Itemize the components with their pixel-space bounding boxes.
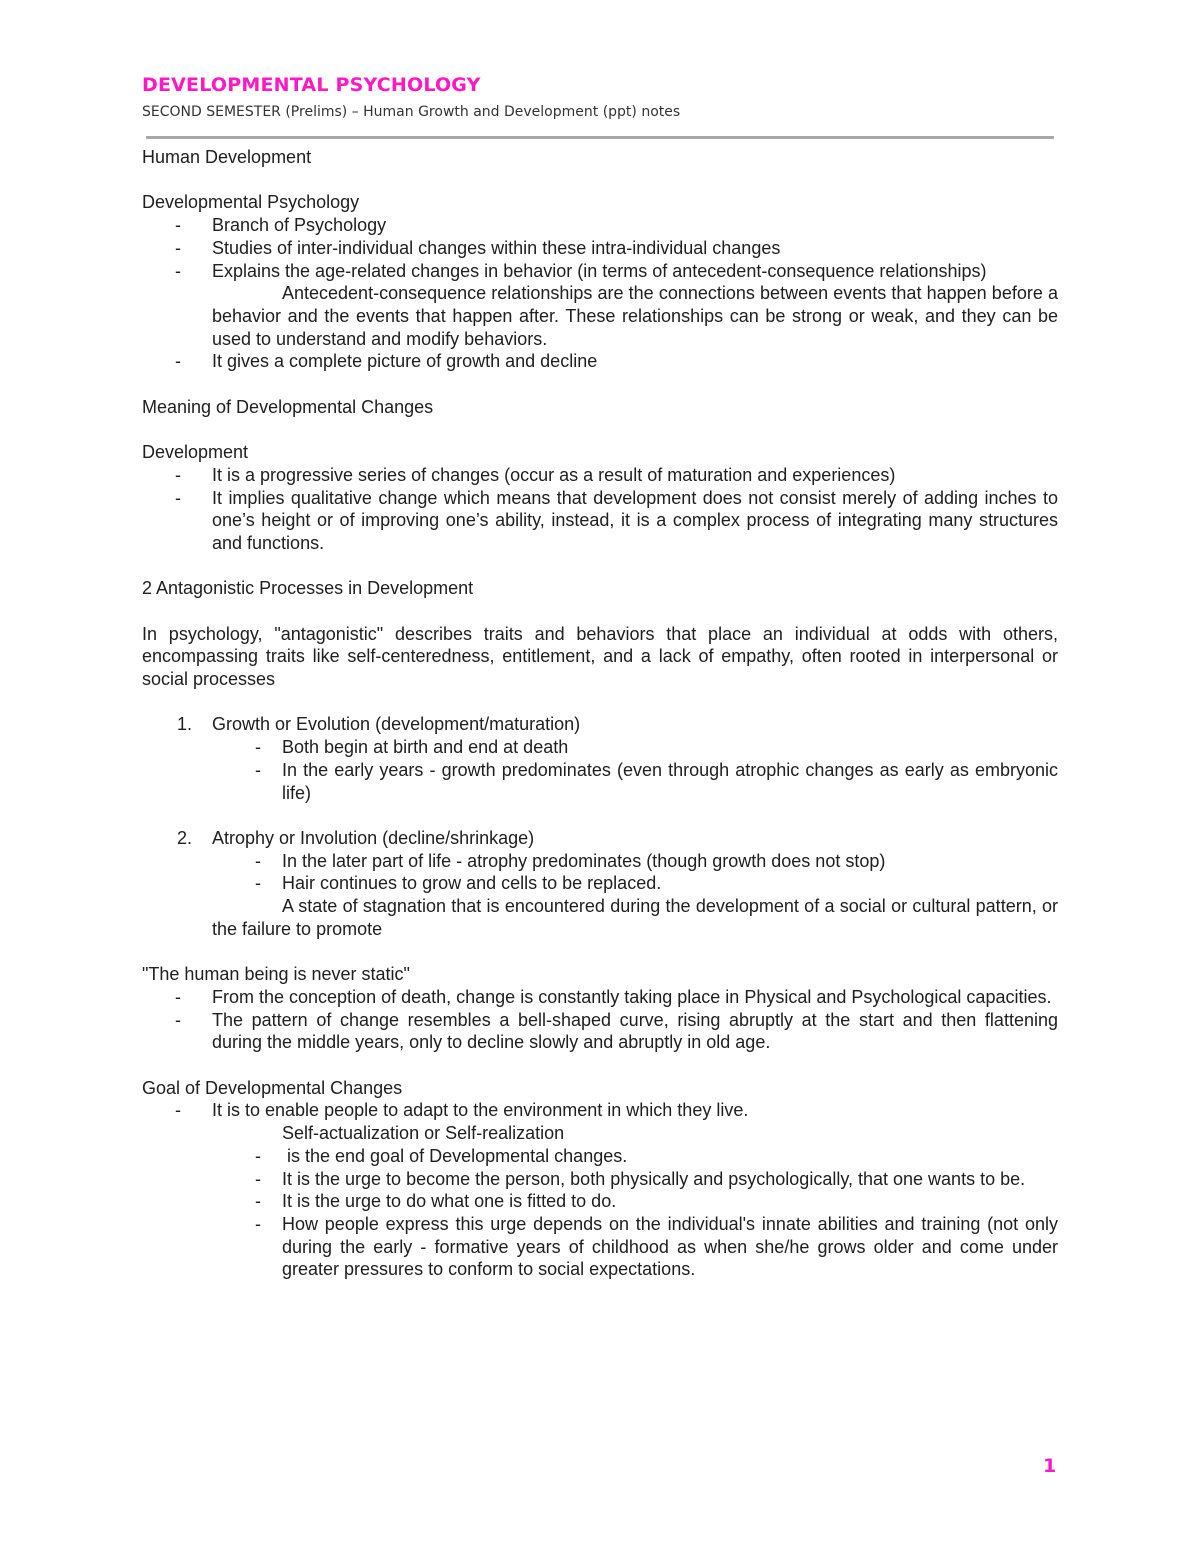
list-item: - Hair continues to grow and cells to be replaced. — [255, 873, 662, 894]
list-item: - It implies qualitative change which means that development does not consist merely of adding inches to one’s height or of improving one’s ability, instead, it is a complex process of integrating many structures and functions. — [175, 487, 1058, 553]
dash-bullet: - — [255, 759, 261, 780]
dash-bullet: - — [255, 1168, 261, 1189]
dash-bullet: - — [175, 215, 181, 236]
section-heading: Goal of Developmental Changes — [142, 1077, 403, 1098]
list-item: - In the later part of life - atrophy predominates (though growth does not stop) — [255, 850, 886, 871]
numbered-item: 2. Atrophy or Involution (decline/shrinkage) — [177, 827, 535, 848]
spacer — [142, 418, 1058, 441]
list-item: - From the conception of death, change is constantly taking place in Physical and Psychological capacities. — [175, 986, 1052, 1007]
list-item: - The pattern of change resembles a bell-shaped curve, rising abruptly at the start and then flattening during the middle years, only to decline slowly and abruptly in old age. — [175, 1009, 1058, 1053]
section-heading: Human Development — [142, 147, 312, 167]
section-heading: 2 Antagonistic Processes in Development — [142, 578, 474, 599]
spacer — [142, 691, 1058, 714]
dash-bullet: - — [255, 1145, 261, 1166]
list-item: - It is the urge to do what one is fitted to do. — [255, 1191, 617, 1212]
dash-bullet: - — [255, 1213, 261, 1234]
dash-bullet: - — [255, 1191, 261, 1212]
dash-bullet: - — [175, 260, 181, 281]
list-item: - is the end goal of Developmental changes. — [255, 1145, 628, 1166]
document-subtitle: SECOND SEMESTER (Prelims) – Human Growth and Development (ppt) notes — [142, 104, 681, 120]
spacer — [142, 169, 1058, 192]
dash-bullet: - — [175, 351, 181, 372]
list-item: - It gives a complete picture of growth and decline — [175, 351, 598, 372]
list-item: - It is to enable people to adapt to the environment in which they live. — [175, 1100, 749, 1121]
section-heading: Meaning of Developmental Changes — [142, 396, 434, 417]
list-item: - Explains the age-related changes in behavior (in terms of antecedent-consequence relationships) — [175, 260, 987, 281]
list-item: - Branch of Psychology — [175, 215, 387, 236]
dash-bullet: - — [175, 986, 181, 1007]
intro-paragraph: In psychology, "antagonistic" describes traits and behaviors that place an individual at odds with others, encompassing traits like self-centeredness, entitlement, and a lack of empathy, often rooted in interpersonal or social processes — [142, 623, 1058, 690]
note-paragraph: Antecedent-consequence relationships are the connections between events that happen before a behavior and the events that happen after. These relationships can be strong or weak, and they can be used to understand and modify behaviors. — [212, 283, 1058, 349]
section-subheading: Developmental Psychology — [142, 192, 360, 213]
dash-bullet: - — [175, 1009, 181, 1030]
dash-bullet: - — [255, 873, 261, 894]
spacer — [142, 555, 1058, 578]
dash-bullet: - — [175, 237, 181, 258]
spacer — [142, 600, 1058, 623]
spacer — [142, 941, 1058, 964]
page-number: 1 — [1043, 1455, 1057, 1477]
section-subheading: Self-actualization or Self-realization — [282, 1123, 565, 1144]
header-divider — [146, 136, 1054, 139]
dash-bullet: - — [175, 464, 181, 485]
numbered-item: 1. Growth or Evolution (development/maturation) — [177, 714, 581, 735]
list-item: - It is the urge to become the person, both physically and psychologically, that one wants to be. — [255, 1168, 1026, 1189]
spacer — [142, 1054, 1058, 1077]
document-body — [142, 146, 1058, 1281]
spacer — [142, 804, 1058, 827]
dash-bullet: - — [255, 737, 261, 758]
list-item: - Studies of inter-individual changes within these intra-individual changes — [175, 237, 781, 258]
dash-bullet: - — [255, 850, 261, 871]
document-title: DEVELOPMENTAL PSYCHOLOGY — [142, 74, 481, 96]
spacer — [142, 373, 1058, 396]
section-subheading: Development — [142, 442, 249, 463]
note-paragraph: A state of stagnation that is encountered during the development of a social or cultural pattern, or the failure to promote — [212, 896, 1058, 939]
dash-bullet: - — [175, 487, 181, 508]
list-item: - How people express this urge depends on the individual's innate abilities and training (not only during the early - formative years of childhood as when she/he grows older and come under greater pressures to conform to social expectations. — [255, 1213, 1058, 1280]
quote-heading: "The human being is never static" — [142, 964, 410, 985]
list-item: - In the early years - growth predominates (even through atrophic changes as early as embryonic life) — [255, 759, 1058, 803]
list-item: - Both begin at birth and end at death — [255, 737, 569, 758]
list-item: - It is a progressive series of changes (occur as a result of maturation and experiences) — [175, 464, 896, 485]
dash-bullet: - — [175, 1100, 181, 1121]
